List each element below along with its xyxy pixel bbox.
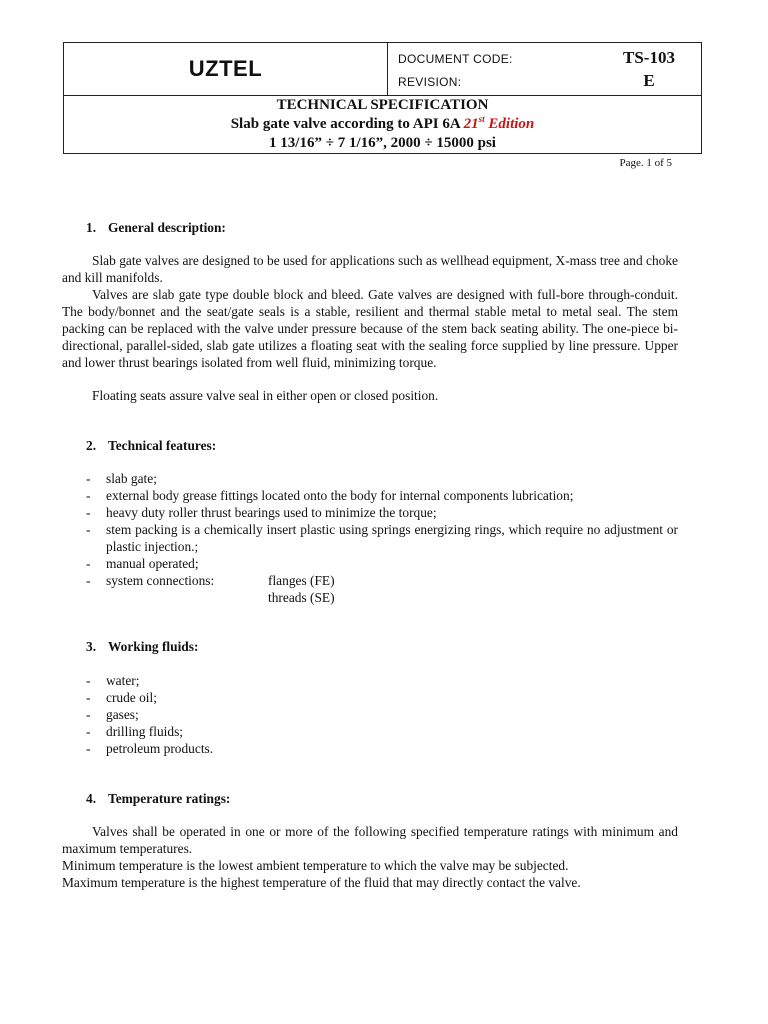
- list-item-text: drilling fluids;: [106, 724, 183, 739]
- paragraph-text: Valves are slab gate type double block and bleed. Gate valves are designed with full-bore through-conduit. The body/bonnet and the seat/gate seals is a stable, resilient and thermal stable metal to metal seal. The stem packing can be replaced with the valve under pressure because of the stem back seating ability. The one-piece bi-directional, parallel-sided, slab gate utilizes a floating seat with the sealing force supplied by line pressure. Upper and lower thrust bearings isolated from well fluid, minimizing torque.: [62, 287, 678, 370]
- specification-title-block: [64, 96, 702, 154]
- document-code-label: DOCUMENT CODE:: [398, 52, 513, 66]
- edition-word: Edition: [488, 116, 535, 132]
- section-number: 1.: [86, 220, 97, 235]
- list-item-text: gases;: [106, 707, 139, 722]
- list-item-connections: [86, 572, 678, 606]
- paragraph-text: Slab gate valves are designed to be used for applications such as wellhead equipment, X-mass tree and choke and kill manifolds.: [62, 253, 678, 285]
- bullet: -: [86, 707, 91, 722]
- list-item-text: external body grease fittings located onto the body for internal components lubrication;: [106, 488, 574, 503]
- spec-range: 1 13/16” ÷ 7 1/16”, 2000 ÷ 15000 psi: [269, 135, 496, 151]
- list-item-text: heavy duty roller thrust bearings used to minimize the torque;: [106, 505, 437, 520]
- section-title: Temperature ratings:: [108, 791, 231, 806]
- paragraph-text: Valves shall be operated in one or more of the following specified temperature ratings with minimum and maximum temperatures.: [62, 824, 678, 856]
- bullet: -: [86, 741, 91, 756]
- revision-label: REVISION:: [398, 75, 462, 89]
- list-item-text: slab gate;: [106, 471, 157, 486]
- document-header-table: [63, 42, 702, 154]
- paragraph: [62, 252, 678, 286]
- bullet: -: [86, 673, 91, 688]
- list-item: [86, 504, 678, 521]
- spec-subtitle: [64, 115, 701, 134]
- section-heading-features: [86, 437, 216, 454]
- spec-subtitle-text: Slab gate valve according to API 6A: [230, 116, 460, 132]
- section-heading-general: [86, 219, 226, 236]
- bullet: -: [86, 690, 91, 705]
- section-title: Working fluids:: [108, 639, 199, 654]
- fluid-list: [86, 672, 678, 757]
- list-item-text: stem packing is a chemically insert plastic using springs energizing rings, which require no adjustment or plastic injection.;: [106, 522, 678, 554]
- page-number: Page. 1 of 5: [619, 157, 672, 169]
- revision-value: E: [643, 71, 655, 90]
- list-item-text: petroleum products.: [106, 741, 214, 756]
- bullet: -: [86, 505, 91, 520]
- connection-type: threads (SE): [268, 590, 335, 605]
- paragraph: Maximum temperature is the highest temperature of the fluid that may directly contact the valve.: [62, 875, 581, 890]
- edition-suffix: st: [478, 114, 485, 124]
- paragraph-text: Floating seats assure valve seal in either open or closed position.: [92, 388, 439, 403]
- revision-row: [398, 71, 691, 91]
- paragraph: [62, 387, 678, 404]
- bullet: -: [86, 522, 91, 537]
- company-name: UZTEL: [64, 43, 388, 96]
- list-item: [86, 521, 678, 555]
- feature-list: [86, 470, 678, 606]
- document-meta: [388, 43, 702, 96]
- bullet: -: [86, 488, 91, 503]
- bullet: -: [86, 556, 91, 571]
- list-item: [86, 672, 678, 689]
- list-item-text: crude oil;: [106, 690, 157, 705]
- section-heading-temperature: [86, 790, 230, 807]
- section-title: Technical features:: [108, 438, 217, 453]
- document-code-value: TS-103: [623, 48, 675, 67]
- section-number: 3.: [86, 639, 97, 654]
- spec-title: TECHNICAL SPECIFICATION: [276, 97, 489, 113]
- edition-label: [464, 116, 535, 132]
- bullet: -: [86, 724, 91, 739]
- list-item: [86, 689, 678, 706]
- list-item-text: water;: [106, 673, 140, 688]
- paragraph: Minimum temperature is the lowest ambient temperature to which the valve may be subjected.: [62, 858, 569, 873]
- bullet: -: [86, 573, 91, 588]
- list-item: [86, 706, 678, 723]
- section-title: General description:: [108, 220, 226, 235]
- list-item: [86, 723, 678, 740]
- connections-label: system connections:: [106, 573, 215, 588]
- edition-number: 21: [463, 116, 479, 132]
- list-item: [86, 555, 678, 572]
- connection-type: flanges (FE): [268, 573, 335, 588]
- list-item: [86, 470, 678, 487]
- document-code-row: [398, 48, 691, 68]
- list-item: [86, 740, 678, 757]
- bullet: -: [86, 471, 91, 486]
- section-number: 2.: [86, 438, 97, 453]
- list-item: [86, 487, 678, 504]
- list-item-text: manual operated;: [106, 556, 199, 571]
- paragraph: [62, 286, 678, 371]
- section-heading-fluids: [86, 638, 198, 655]
- paragraph: [62, 823, 678, 857]
- section-number: 4.: [86, 791, 97, 806]
